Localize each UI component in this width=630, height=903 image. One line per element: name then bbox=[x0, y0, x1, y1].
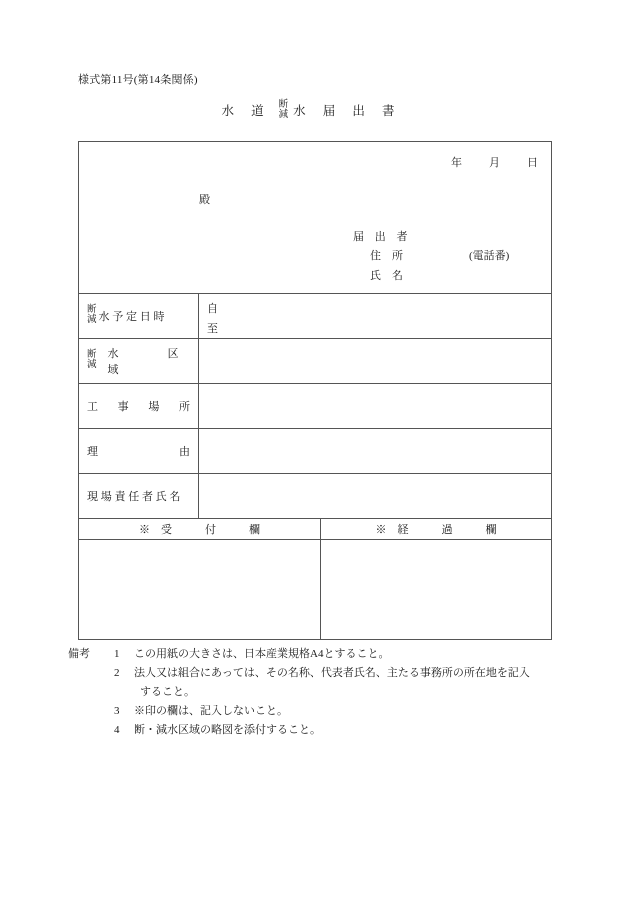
note-item bbox=[114, 702, 568, 721]
row-work-location-value[interactable] bbox=[199, 384, 551, 428]
row-scheduled-datetime-value[interactable] bbox=[199, 294, 551, 338]
label-ruby-bottom: 減 bbox=[87, 360, 97, 370]
title-trail: 水 届 出 書 bbox=[293, 104, 402, 119]
form-number: 様式第11号(第14条関係) bbox=[78, 74, 198, 86]
note-text: 法人又は組合にあっては、その名称、代表者氏名、主たる事務所の所在地を記入 bbox=[134, 666, 530, 679]
note-continuation: すること。 bbox=[140, 685, 195, 698]
title-lead: 水 道 bbox=[221, 104, 271, 119]
note-item bbox=[114, 664, 568, 683]
value-from-label: 自 bbox=[207, 303, 218, 315]
header-block-row bbox=[79, 142, 551, 294]
progress-column-header: ※ 経 過 欄 bbox=[375, 524, 497, 536]
notes-section bbox=[68, 645, 568, 740]
note-text: この用紙の大きさは、日本産業規格A4とすること。 bbox=[134, 648, 390, 660]
note-item bbox=[114, 721, 568, 740]
row-reason bbox=[79, 429, 551, 474]
row-affected-area-value[interactable] bbox=[199, 339, 551, 383]
note-item bbox=[114, 645, 568, 664]
label-part-2: 事 bbox=[117, 401, 129, 413]
row-reason-value[interactable] bbox=[199, 429, 551, 473]
tel-open: (電話 bbox=[469, 250, 495, 263]
submitter-name-line bbox=[353, 267, 509, 286]
note-text: ※印の欄は、記入しないこと。 bbox=[134, 704, 288, 717]
notes-keyword: 備考 bbox=[68, 648, 90, 660]
label-part-2: 由 bbox=[179, 446, 190, 458]
addressee-honorific: 殿 bbox=[199, 194, 210, 206]
note-number: 2 bbox=[114, 666, 120, 679]
reception-column-header: ※ 受 付 欄 bbox=[79, 519, 321, 539]
label-ruby-bottom: 減 bbox=[87, 315, 97, 325]
row-affected-area-label bbox=[79, 339, 228, 383]
title-ruby-bottom: 減 bbox=[278, 109, 289, 120]
row-site-manager bbox=[79, 474, 551, 519]
label-main-text: 水 区 域 bbox=[107, 348, 228, 376]
label-main-text: 現 場 責 任 者 氏 名 bbox=[87, 491, 181, 503]
tel-close: 番) bbox=[494, 250, 510, 263]
row-reason-label bbox=[79, 429, 199, 473]
reception-column-body[interactable] bbox=[79, 540, 321, 639]
label-part-4: 所 bbox=[178, 401, 190, 413]
label-part-1: 工 bbox=[87, 401, 98, 413]
label-ruby-stack bbox=[87, 351, 97, 371]
address-label: 住 所 bbox=[370, 250, 403, 263]
note-number: 3 bbox=[114, 704, 120, 717]
progress-column-body[interactable] bbox=[321, 540, 551, 639]
submitter-label: 届 出 者 bbox=[353, 231, 412, 243]
label-ruby-stack bbox=[87, 306, 97, 326]
document-title bbox=[0, 100, 630, 119]
row-scheduled-datetime-label bbox=[79, 294, 199, 338]
label-ruby-top: 断 bbox=[87, 350, 97, 361]
row-scheduled-datetime bbox=[79, 294, 551, 339]
row-affected-area bbox=[79, 339, 551, 384]
row-work-location-label bbox=[79, 384, 199, 428]
official-use-body-row bbox=[79, 540, 551, 639]
label-ruby-top: 断 bbox=[87, 305, 97, 316]
label-part-3: 場 bbox=[148, 401, 160, 413]
row-work-location bbox=[79, 384, 551, 429]
submitter-address-line bbox=[353, 247, 509, 266]
title-ruby-stack bbox=[279, 101, 289, 120]
date-day-label: 日 bbox=[527, 157, 539, 169]
date-year-label: 年 bbox=[451, 157, 463, 169]
label-main-text: 水 予 定 日 時 bbox=[98, 311, 165, 323]
name-label: 氏 名 bbox=[370, 269, 403, 282]
row-site-manager-value[interactable] bbox=[199, 474, 551, 518]
date-month-label: 月 bbox=[489, 157, 501, 169]
official-use-header-row bbox=[79, 519, 551, 540]
notes-list bbox=[114, 645, 568, 740]
label-part-1: 理 bbox=[87, 446, 98, 458]
row-site-manager-label bbox=[79, 474, 199, 518]
submitter-block bbox=[353, 228, 509, 286]
date-line bbox=[451, 154, 539, 170]
note-text: 断・減水区域の略図を添付すること。 bbox=[134, 723, 321, 736]
form-table bbox=[78, 141, 552, 640]
note-number: 4 bbox=[114, 723, 120, 736]
title-ruby-top: 断 bbox=[278, 100, 289, 110]
note-number: 1 bbox=[114, 648, 120, 660]
value-to-label: 至 bbox=[207, 323, 218, 336]
